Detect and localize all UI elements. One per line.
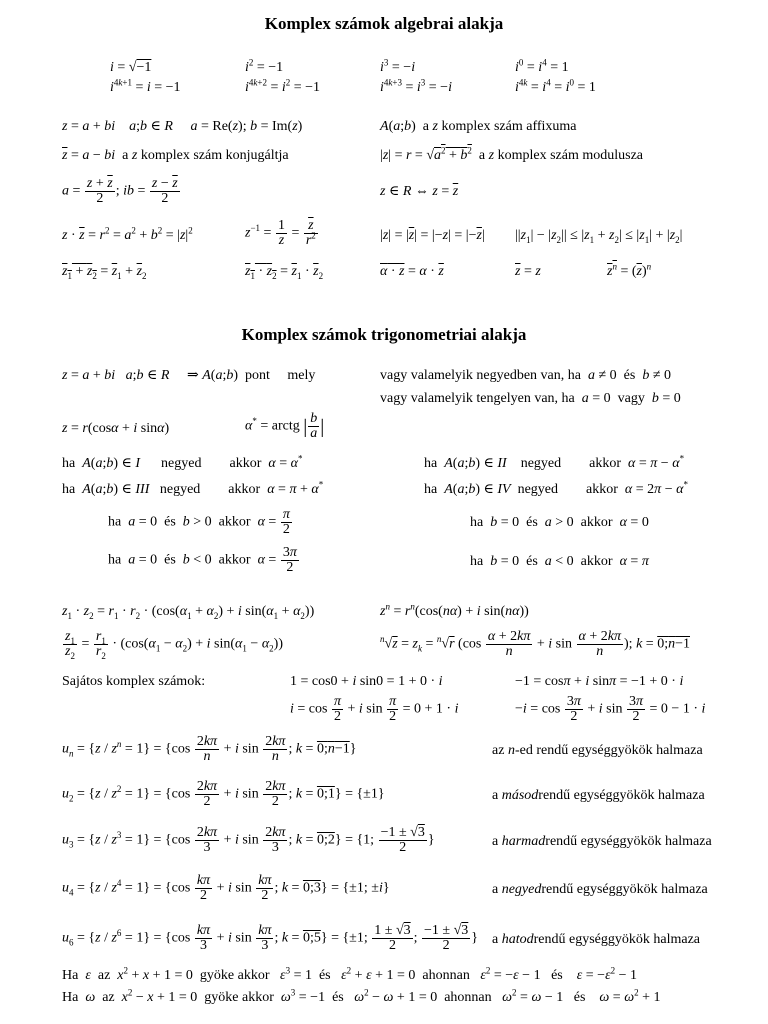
special-minus-i: −i = cos $\frac{3\pi}{2}$ + i sin $\frac{3\pi}{2}$ = 0 − 1 · i (515, 694, 706, 724)
formula-z-inverse: $z^{-1}$ = $\frac{1}{z}$ = $\frac{\overline{z}}{r^2}$ (245, 218, 316, 248)
formula-quotient: $\frac{z_1}{z_2}$ = $\frac{r_1}{r_2}$ · ($\cos(\alpha_1 - \alpha_2) + i$ $\sin(\alpha_1 - \alpha_2)$) (65, 629, 283, 661)
formula-roots-unity-n: $u_n = \{z / z^n = 1\} = \{\cos$ $\frac{2k\pi}{n}$ + i sin $\frac{2k\pi}{n}$ ; k = 0;n−1} (62, 734, 357, 764)
formula-i-sqrt: i = √−1 (110, 60, 152, 75)
quadrant-IV: ha A(a;b) ∈ IV negyed akkor α = 2π − α* (424, 479, 688, 497)
formula-roots-unity-6: $u_6 = \{z / z^6 = 1\} = \{\cos$ $\frac{k\pi}{3}$ + i sin $\frac{k\pi}{3}$ ; k = 0;5} = {±1; $\frac{1 \pm √3}{2}$ ; $\frac{-1 \pm √3}{2}$ } (62, 923, 479, 953)
definition-modulus: $|z| = r = √a^2 + b^2$ a z komplex szám modulusza (380, 145, 644, 163)
formula-z-times-conj: $z \cdot \overline{z} = r^2 = a^2 + b^2 = |z|^2$ (62, 225, 193, 243)
formula-i-4k2: $i^{4k+2} = i^2 = -1$ (245, 77, 321, 95)
formula-triangle-inequality: $||z_1| - |z_2|| \le |z_1 + z_2| \le |z_1| + |z_2|$ (515, 228, 683, 245)
formula-a-ib: a = $\frac{z + \overline{z}}{2}$ ; ib = $\frac{z - \overline{z}}{2}$ (62, 176, 178, 206)
formula-conj-scalar: $\alpha \cdot z = \alpha \cdot \overline{z}$ (380, 264, 444, 279)
formula-conj-product: $z_1 \cdot z_2 = \overline{z}_1 \cdot \overline{z}_2$ (245, 264, 324, 281)
formula-nth-root: $^n√z = z_k = ^n√r$ (cos $\frac{\alpha + 2k\pi}{n}$ + i sin $\frac{\alpha + 2k\pi}{n}$ ); k = 0;n−1 (380, 629, 690, 659)
section-title-trigonometric: Komplex számok trigonometriai alakja (241, 325, 527, 344)
formula-real-condition: z ∈ R ⇔ $z = \overline{z}$ (380, 184, 459, 199)
caption-roots-unity-n: az n-ed rendű egységgyökök halmaza (492, 743, 703, 758)
caption-roots-unity-2: a másodrendű egységgyökök halmaza (492, 788, 705, 803)
axis-case-3: ha a = 0 és b < 0 akkor α = $\frac{3\pi}{2}$ (108, 545, 297, 575)
special-minus-one: −1 = cosπ + i sinπ = −1 + 0 · i (515, 674, 684, 689)
quadrant-I: ha A(a;b) ∈ I negyed akkor α = α* (62, 453, 303, 471)
formula-i-zero: $i^0 = i^4 = 1$ (515, 57, 569, 75)
formula-conj-sum: $z_1 + z_2 = \overline{z}_1 + \overline{z}_2$ (62, 264, 147, 281)
section-title-algebraic: Komplex számok algebrai alakja (264, 14, 504, 33)
trig-intro-quadrant: vagy valamelyik negyedben van, ha a ≠ 0 és b ≠ 0 (380, 368, 672, 383)
formula-conj-power: $z^n = (\overline{z})^n$ (607, 261, 652, 279)
formula-product: $z_1 \cdot z_2 = r_1 \cdot r_2 \cdot (\cos(\alpha_1 + \alpha_2) + i$ $\sin(\alpha_1 + \alpha_2)$) (62, 604, 315, 621)
special-numbers-label: Sajátos komplex számok: (62, 674, 206, 689)
formula-trig-form: z = r(cosα + i sinα) (62, 421, 170, 436)
definition-affix: A(a;b) a z komplex szám affixuma (380, 119, 577, 134)
trig-intro-left: z = a + bi a;b ∈ R ⇒ A(a;b) pont mely (62, 368, 316, 383)
axis-case-4: ha b = 0 és a < 0 akkor α = π (470, 554, 649, 569)
formula-i-cubed: $i^3 = -i$ (380, 57, 416, 75)
axis-case-1: ha a = 0 és b > 0 akkor α = $\frac{\pi}{2}$ (108, 507, 290, 537)
formula-power: $z^n = r^n(\cos(n\alpha) + i$ sin(nα)) (380, 601, 529, 619)
caption-roots-unity-4: a negyedrendű egységgyökök halmaza (492, 882, 708, 897)
formula-i-squared: $i^2 = -1$ (245, 57, 284, 75)
formula-modulus-equalities: $|z| = |\overline{z}| = |-z| = |-\overline{z}|$ (380, 228, 485, 243)
formula-roots-unity-4: $u_4 = \{z / z^4 = 1\} = \{\cos$ $\frac{k\pi}{2}$ + i sin $\frac{k\pi}{2}$ ; k = 0;3} = {±1; ±i} (62, 873, 390, 903)
definition-conjugate: $\overline{z} = a$ − bi a z komplex szám konjugáltja (62, 148, 289, 163)
caption-roots-unity-3: a harmadrendű egységgyökök halmaza (492, 834, 712, 849)
trig-intro-axis: vagy valamelyik tengelyen van, ha a = 0 vagy b = 0 (380, 391, 681, 406)
axis-case-2: ha b = 0 és a > 0 akkor α = 0 (470, 515, 649, 530)
quadrant-III: ha A(a;b) ∈ III negyed akkor α = π + α* (62, 479, 324, 497)
formula-i-4k: $i^{4k} = i^4 = i^0 = 1$ (515, 77, 596, 95)
formula-epsilon: Ha ε az $x^2 + x + 1 = 0$ gyöke akkor $\varepsilon^3 = 1$ és $\varepsilon^2 + \varepsilon + 1 = 0$ ahonnan $\varepsilon^2 = -\varepsilon - 1$ és $\varepsilon = -\varepsilon^2 - 1$ (62, 965, 637, 983)
formula-double-conj: z = z (515, 264, 541, 279)
formula-roots-unity-3: $u_3 = \{z / z^3 = 1\} = \{\cos$ $\frac{2k\pi}{3}$ + i sin $\frac{2k\pi}{3}$ ; k = 0;2} = {1; $\frac{-1 \pm √3}{2}$ } (62, 825, 435, 855)
caption-roots-unity-6: a hatodrendű egységgyökök halmaza (492, 932, 700, 947)
definition-algebraic-form: z = a + bi a;b ∈ R a = Re(z); b = Im(z) (62, 119, 303, 134)
quadrant-II: ha A(a;b) ∈ II negyed akkor α = π − α* (424, 453, 685, 471)
formula-omega: Ha ω az $x^2 - x + 1 = 0$ gyöke akkor $\omega^3 = -1$ és $\omega^2 - \omega + 1 = 0$ ahonnan $\omega^2 = \omega - 1$ és $\omega = \omega^2 + 1$ (62, 987, 661, 1005)
formula-i-4k1: $i^{4k+1} = i = -1$ (110, 77, 181, 95)
special-one: 1 = cos0 + i sin0 = 1 + 0 · i (290, 674, 443, 689)
formula-alpha-star: α* = arctg | $\frac{b}{a}$ | (245, 411, 325, 441)
formula-i-4k3: $i^{4k+3} = i^3 = -i$ (380, 77, 452, 95)
special-i: i = cos $\frac{\pi}{2}$ + i sin $\frac{\pi}{2}$ = 0 + 1 · i (290, 694, 459, 724)
formula-roots-unity-2: $u_2 = \{z / z^2 = 1\} = \{\cos$ $\frac{2k\pi}{2}$ + i sin $\frac{2k\pi}{2}$ ; k = 0;1} = {±1} (62, 779, 385, 809)
